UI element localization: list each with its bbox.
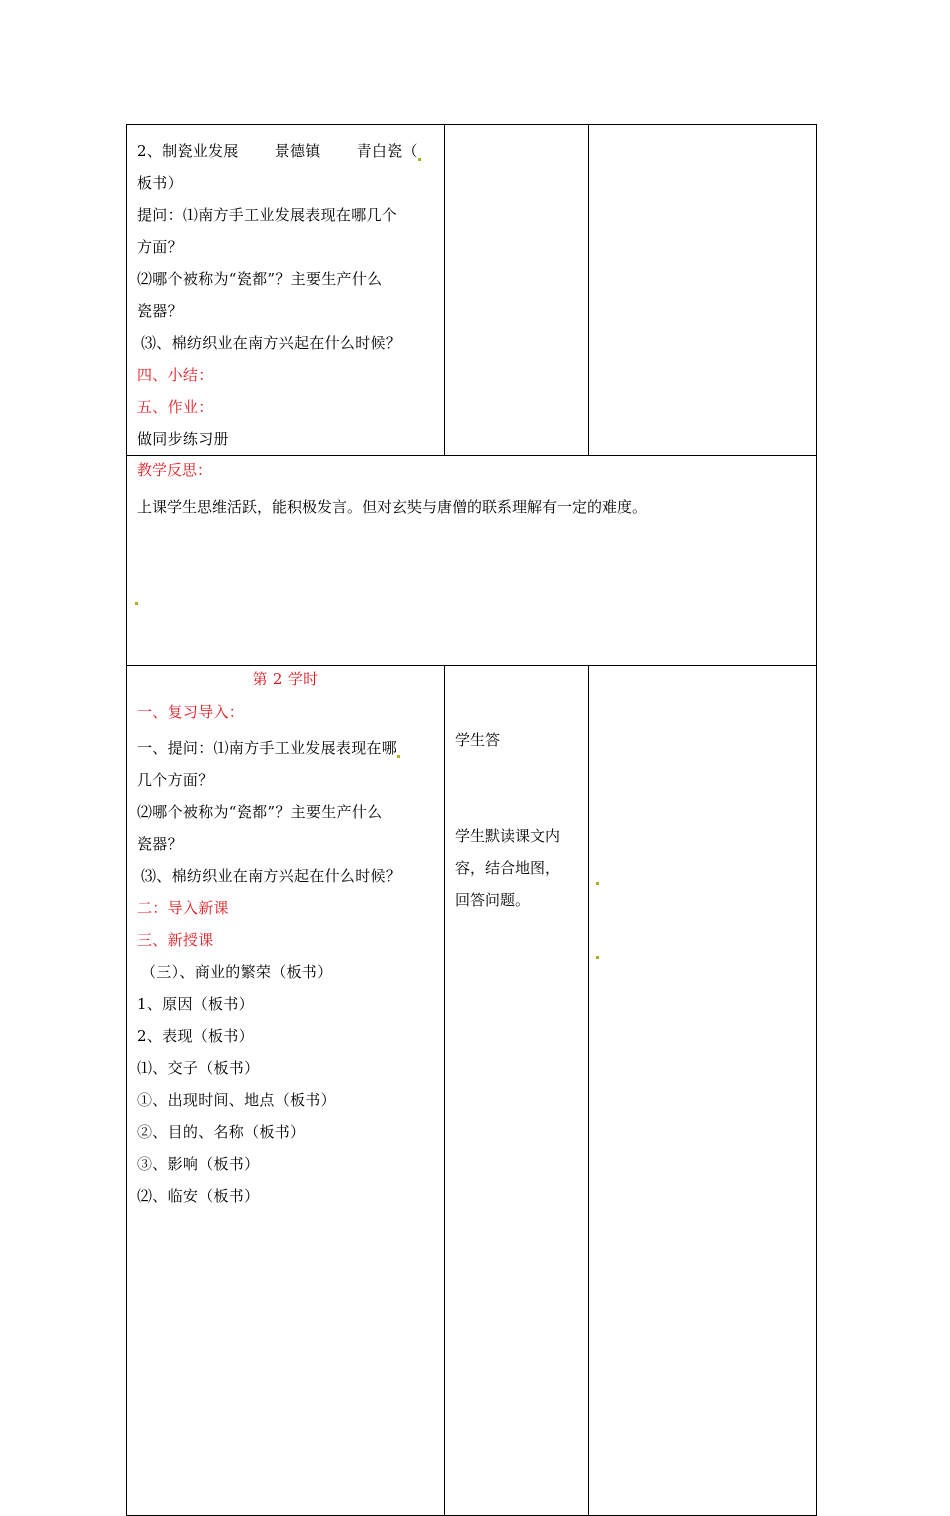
teaching-content-cell <box>127 666 445 1516</box>
homework-text: 做同步练习册 <box>137 430 229 448</box>
student-activity-cell <box>445 666 589 1516</box>
teaching-content-cell <box>127 125 445 456</box>
reflection-title: 教学反思： <box>137 461 213 479</box>
question-line: ⑵哪个被称为“瓷都”？主要生产什么 <box>137 803 383 821</box>
question-text: 一、提问：⑴南方手工业发展表现在哪 <box>137 739 398 757</box>
mark-dot <box>418 158 421 161</box>
student-reading: 学生默读课文内 <box>455 827 561 845</box>
period-label: 第 2 学时 <box>252 670 319 688</box>
summary-heading: 四、小结： <box>137 366 214 384</box>
table-row <box>127 125 817 456</box>
question-line <box>137 732 434 764</box>
mark-dot <box>596 882 599 885</box>
review-heading: 一、复习导入： <box>137 703 245 721</box>
question-line: 方面？ <box>137 238 183 256</box>
student-reading: 容，结合地图， <box>455 859 561 877</box>
reflection-body: 上课学生思维活跃，能积极发言。但对玄奘与唐僧的联系理解有一定的难度。 <box>137 498 648 516</box>
outline-item: ①、出现时间、地点（板书） <box>137 1091 336 1109</box>
student-reading: 回答问题。 <box>455 891 531 909</box>
lesson-plan-table <box>126 124 817 1516</box>
topic-line: （三）、商业的繁荣（板书） <box>141 963 333 981</box>
question-line: 瓷器？ <box>137 302 183 320</box>
outline-item: ②、目的、名称（板书） <box>137 1123 306 1141</box>
question-line: ⑵哪个被称为“瓷都”？主要生产什么 <box>137 270 383 288</box>
outline-item: ③、影响（板书） <box>137 1155 260 1173</box>
table-row <box>127 666 817 1516</box>
notes-cell <box>589 666 817 1516</box>
mark-dot <box>596 956 599 959</box>
student-activity-cell <box>445 125 589 456</box>
notes-cell <box>589 125 817 456</box>
reflection-cell <box>127 456 817 666</box>
mark-dot <box>397 755 400 758</box>
outline-item: ⑴、交子（板书） <box>137 1059 260 1077</box>
question-line: ⑶、棉纺织业在南方兴起在什么时候？ <box>141 867 402 885</box>
homework-heading: 五、作业： <box>137 398 214 416</box>
text-line: 板书） <box>137 174 183 192</box>
qingbai-label: 青白瓷（ <box>356 142 418 160</box>
spacer <box>455 756 580 820</box>
question-line: ⑶、棉纺织业在南方兴起在什么时候？ <box>141 334 402 352</box>
mark-dot <box>135 602 138 605</box>
intro-heading: 二：导入新课 <box>137 899 229 917</box>
jingdezhen-label: 景德镇 <box>274 142 321 160</box>
outline-item: 2、表现（板书） <box>137 1027 254 1045</box>
new-lesson-heading: 三、新授课 <box>137 931 214 949</box>
outline-item: ⑵、临安（板书） <box>137 1187 260 1205</box>
question-line: 几个方面？ <box>137 771 214 789</box>
table-row <box>127 456 817 666</box>
question-line: 提问：⑴南方手工业发展表现在哪几个 <box>137 206 398 224</box>
student-answer: 学生答 <box>455 731 501 749</box>
porcelain-heading: 2、制瓷业发展 <box>137 142 239 160</box>
question-line: 瓷器？ <box>137 835 183 853</box>
text-line <box>137 135 434 167</box>
outline-item: 1、原因（板书） <box>137 995 254 1013</box>
